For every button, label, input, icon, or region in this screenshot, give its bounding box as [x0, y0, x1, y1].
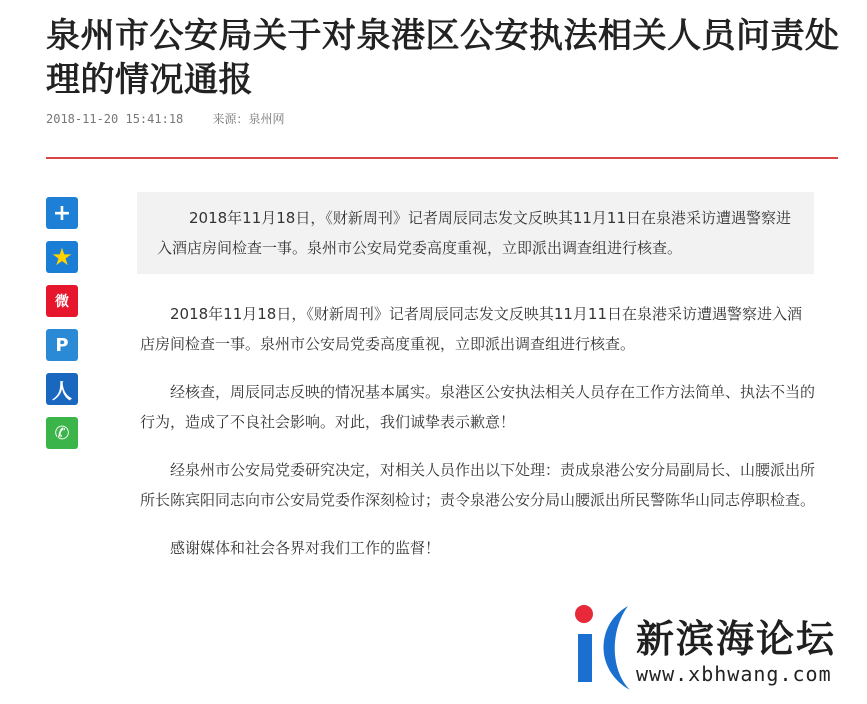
article-summary: 2018年11月18日，《财新周刊》记者周辰同志发文反映其11月11日在泉港采访遭遇警察进入酒店房间检查一事。泉州市公安局党委高度重视，立即派出调查组进行核查。 [137, 192, 814, 274]
weibo-icon: 微 [55, 294, 69, 310]
article-body [140, 299, 816, 581]
renren-icon: 人 [52, 378, 72, 403]
publish-datetime: 2018-11-20 15:41:18 [46, 112, 184, 126]
article-source: 来源：泉州网 [212, 112, 285, 126]
qzone-star-icon: ★ [51, 243, 73, 271]
body-paragraph: 经泉州市公安局党委研究决定，对相关人员作出以下处理：责成泉港公安分局副局长、山腰派出所所长陈宾阳同志向市公安局党委作深刻检讨；责令泉港公安分局山腰派出所民警陈华山同志停职检查。 [140, 461, 816, 509]
share-qzone-button[interactable] [46, 241, 78, 273]
watermark-url: www.xbhwang.com [636, 662, 832, 686]
body-paragraph: 感谢媒体和社会各界对我们工作的监督！ [170, 539, 441, 557]
share-plus-button[interactable] [46, 197, 78, 229]
share-bar [46, 197, 78, 461]
share-wechat-button[interactable] [46, 417, 78, 449]
watermark-logo-icon [570, 600, 636, 696]
share-weibo-button[interactable] [46, 285, 78, 317]
wechat-icon: ✆ [54, 422, 70, 444]
body-paragraph: 2018年11月18日，《财新周刊》记者周辰同志发文反映其11月11日在泉港采访遭遇警察进入酒店房间检查一事。泉州市公安局党委高度重视，立即派出调查组进行核查。 [140, 305, 803, 353]
tencent-weibo-icon: P [55, 334, 69, 356]
share-tencent-weibo-button[interactable] [46, 329, 78, 361]
article-meta [46, 110, 307, 127]
plus-icon: + [52, 200, 72, 226]
watermark-name: 新滨海论坛 [636, 617, 837, 661]
share-renren-button[interactable] [46, 373, 78, 405]
article-title: 泉州市公安局关于对泉港区公安执法相关人员问责处理的情况通报 [46, 16, 840, 100]
title-divider [46, 157, 838, 159]
watermark [570, 600, 860, 700]
body-paragraph: 经核查，周辰同志反映的情况基本属实。泉港区公安执法相关人员存在工作方法简单、执法不当的行为，造成了不良社会影响。对此，我们诚挚表示歉意！ [140, 383, 816, 431]
